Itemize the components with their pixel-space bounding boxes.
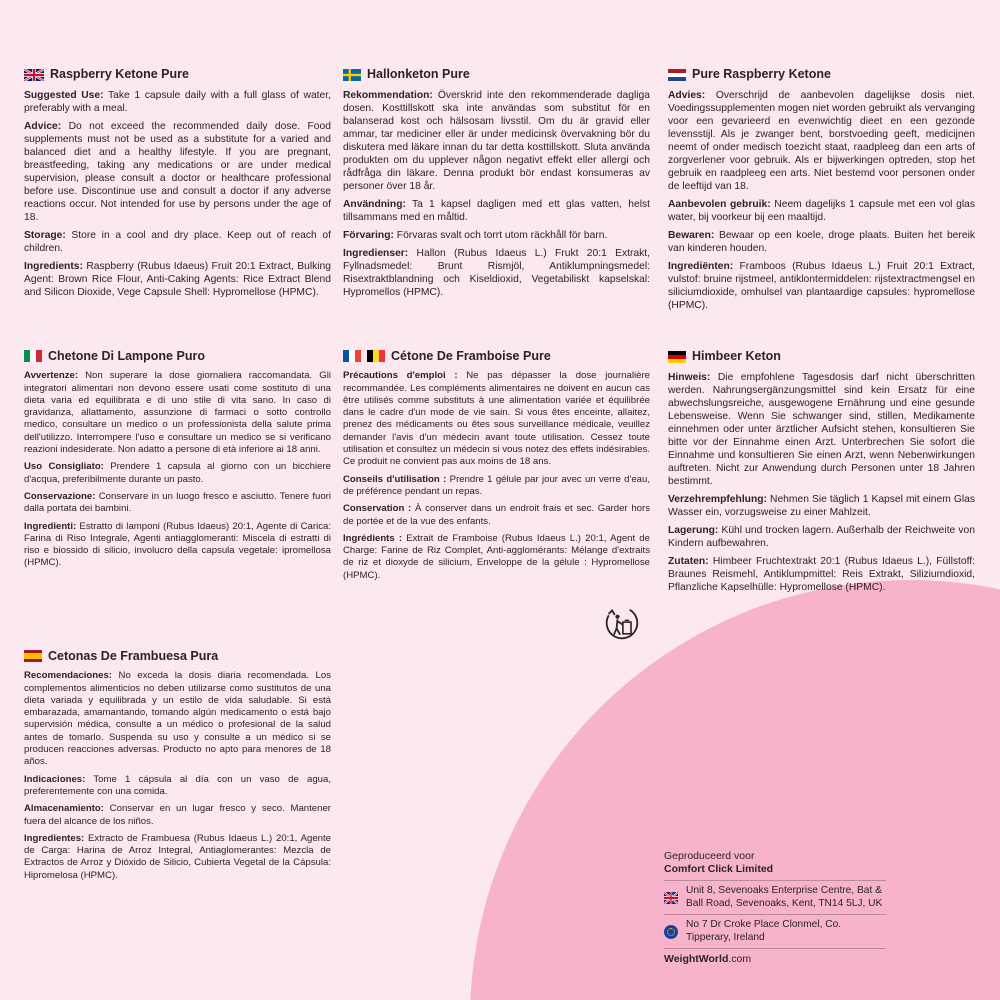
italy-flag-icon bbox=[24, 350, 42, 362]
section-dutch-header bbox=[668, 68, 975, 81]
section-german bbox=[668, 350, 975, 599]
ingredients: Ingrediënten: Framboos (Rubus Idaeus L.) Fruit 20:1 Extract, vulstof: bruine rijstmeel, antiklontermiddelen: rijstextractmengsel en siliciumdioxide, omhulsel van plantaardige capsules: hypromellose (HPMC). bbox=[668, 261, 975, 311]
advice: Advice: Do not exceed the recommended daily dose. Food supplements must not be used as a substitute for a varied and balanced diet and a healthy lifestyle. If you are pregnant, breastfeeding, taking any medications or are under medical supervision, please consult a doctor or healthcare professional before use. Discontinue use and consult a doctor if any adverse reactions occur. Not intended for use by persons under the age of 18. bbox=[24, 121, 331, 223]
section-title: Cétone De Framboise Pure bbox=[391, 349, 551, 363]
section-italian bbox=[24, 350, 331, 575]
triman-recycling-icon bbox=[604, 605, 640, 641]
ingredients: Ingredients: Raspberry (Rubus Idaeus) Fruit 20:1 Extract, Bulking Agent: Brown Rice Flour, Anti-Caking Agents: Rice Extract Blend and Silicon Dioxide, Vege Capsule Shell: Hypromellose (HPMC). bbox=[24, 261, 331, 298]
uk-address-row bbox=[664, 880, 886, 914]
ingredients: Ingredienser: Hallon (Rubus Idaeus L.) Frukt 20:1 Extrakt, Fyllnadsmedel: Brunt Rismjöl, Antiklumpningsmedel: Risextraktblandning och Kiseldioxid, Vegetabiliskt kapselskal: Hypromellos (HPMC). bbox=[343, 248, 650, 298]
manufacturer-info bbox=[664, 850, 886, 966]
ie-address: No 7 Dr Croke Place Clonmel, Co. Tipperary, Ireland bbox=[686, 919, 842, 943]
netherlands-flag-icon bbox=[668, 69, 686, 81]
spain-flag-icon bbox=[24, 650, 42, 662]
uk-flag-icon bbox=[24, 69, 44, 81]
uk-flag-icon bbox=[664, 892, 678, 904]
ingredients: Zutaten: Himbeer Fruchtextrakt 20:1 (Rubus Idaeus L.), Füllstoff: Braunes Reismehl, Antiklumpmittel: Reis Extrakt, Siliziumdioxid, Pflanzliche Kapselhülle: Hypromellose (HPMC). bbox=[668, 556, 975, 593]
storage: Bewaren: Bewaar op een koele, droge plaats. Buiten het bereik van kinderen houden. bbox=[668, 230, 975, 254]
storage: Almacenamiento: Conservar en un lugar fresco y seco. Mantener fuera del alcance de los niños. bbox=[24, 803, 331, 827]
uk-address: Unit 8, Sevenoaks Enterprise Centre, Bat & Ball Road, Sevenoaks, Kent, TN14 5LJ, UK bbox=[686, 885, 883, 909]
storage: Conservation : À conserver dans un endroit frais et sec. Garder hors de portée et de la vue des enfants. bbox=[343, 503, 651, 527]
section-italian-header bbox=[24, 350, 331, 362]
section-french bbox=[343, 350, 650, 587]
website[interactable]: WeightWorld.com bbox=[664, 948, 886, 966]
usage-advice: Conseils d'utilisation : Prendre 1 gélule par jour avec un verre d'eau, de préférence pendant un repas. bbox=[343, 473, 650, 497]
ingredients: Ingredientes: Extracto de Frambuesa (Rubus Idaeus L.) 20:1, Agente de Carga: Harina de Arroz Integral, Antiaglomerantes: Mezcla de Extractos de Arroz y Dióxido de Silicio, Cubierta Vegetal de la Cápsula: Hipromelosa (HPMC). bbox=[24, 832, 331, 881]
storage: Förvaring: Förvaras svalt och torrt utom räckhåll för barn. bbox=[343, 230, 608, 241]
consumption-recommendation: Verzehrempfehlung: Nehmen Sie täglich 1 Kapsel mit einem Glas Wasser ein, vorzugsweise zu einer Mahlzeit. bbox=[668, 494, 975, 518]
france-flag-icon bbox=[343, 350, 361, 362]
suggested-use: Suggested Use: Take 1 capsule daily with a full glass of water, preferably with a meal. bbox=[24, 90, 331, 114]
section-title: Pure Raspberry Ketone bbox=[692, 67, 831, 81]
section-french-header bbox=[343, 350, 650, 362]
ingredients: Ingrédients : Extrait de Framboise (Rubus Idaeus L.) 20:1, Agent de Charge: Farine de Riz Complet, Anti-agglomérants: Mélange d'extraits de riz et dioxyde de silicium, Enveloppe de la gélule : Hypromellose (HPMC). bbox=[343, 532, 650, 581]
recommendation: Rekommendation: Överskrid inte den rekommenderade dagliga dosen. Kosttillskott ska inte användas som substitut för en balanserad kost och hälsosam livsstil. Om du är gravid eller ammar, tar mediciner eller är under medicinsk övervakning bör du diskutera med läkare innan du tar detta kosttillskott. Sluta använda produkten om du upplever någon negativt effekt eller allergi och rådfråga din läkare. Denna produkt bör endast konsumeras av personer över 18 år. bbox=[343, 90, 650, 192]
usage: Användning: Ta 1 kapsel dagligen med ett glas vatten, helst tillsammans med en måltid. bbox=[343, 199, 650, 223]
storage: Storage: Store in a cool and dry place. Keep out of reach of children. bbox=[24, 230, 331, 254]
company-name: Comfort Click Limited bbox=[664, 863, 774, 875]
section-german-header bbox=[668, 350, 975, 363]
section-english bbox=[24, 68, 331, 304]
eu-flag-icon bbox=[664, 925, 678, 939]
recommendations: Recomendaciones: No exceda la dosis diaria recomendada. Los complementos alimenticios no deben utilizarse como sustitutos de una dieta variada y equilibrada y un estilo de vida saludable. Si está embarazada, amamantando, tomando algún medicamento o está bajo supervisión médica, consulte a un médico o profesional de la salud antes de tomarlo. Suspenda su uso y consulte a un médico si se producen reacciones adversas. Producto no apto para menores de 18 años. bbox=[24, 670, 331, 768]
ie-address-row bbox=[664, 914, 886, 948]
warnings: Avvertenze: Non superare la dose giornaliera raccomandata. Gli integratori alimentari non devono essere usati come sostituto di una dieta varia ed equilibrata e di uno stile di vita sano. In caso di gravidanza, allattamento, assunzione di farmaci o sotto controllo medico, consultare un medico o un professionista della salute prima dell'utilizzo. Interrompere l'uso e consultare un medico se si verificano reazioni indesiderate. Non adatto a persone di età inferiore ai 18 anni. bbox=[24, 370, 331, 456]
storage: Conservazione: Conservare in un luogo fresco e asciutto. Tenere fuori dalla portata dei bambini. bbox=[24, 490, 331, 515]
precautions: Précautions d'emploi : Ne pas dépasser la dose journalière recommandée. Les compléments alimentaires ne doivent en aucun cas être utilisés comme substituts à une alimentation variée et équilibrée dans le cadre d'un mode de vie sain. Si vous êtes enceinte, allaitez, prenez des médicaments ou êtes sous surveillance médicale, veuillez demander l'avis d'un médecin avant toute utilisation. Cessez toute utilisation et consultez un médecin si vous notez des effets indésirables. Ce produit ne convient pas aux moins de 18 ans. bbox=[343, 370, 650, 468]
storage: Lagerung: Kühl und trocken lagern. Außerhalb der Reichweite von Kindern aufbewahren. bbox=[668, 525, 975, 549]
recommended-use: Aanbevolen gebruik: Neem dagelijks 1 capsule met een vol glas water, bij voorkeur bij een maaltijd. bbox=[668, 199, 975, 223]
section-swedish-header bbox=[343, 68, 650, 81]
germany-flag-icon bbox=[668, 351, 686, 363]
advice: Advies: Overschrijd de aanbevolen dagelijkse dosis niet. Voedingssupplementen mogen niet worden gebruikt als vervanging voor een gevarieerd en evenwichtig dieet en een gezonde levensstijl. Als je zwanger bent, borstvoeding geeft, medicijnen neemt of onder medisch toezicht staat, raadpleeg dan een arts of zorgverlener voor gebruik. Als er bijwerkingen optreden, stop het gebruik en raadpleeg een arts. Niet bestemd voor personen onder de leeftijd van 18. bbox=[668, 90, 975, 192]
section-title: Cetonas De Frambuesa Pura bbox=[48, 649, 219, 663]
produced-for-label: Geproduceerd voor bbox=[664, 850, 755, 862]
sweden-flag-icon bbox=[343, 69, 361, 81]
note: Hinweis: Die empfohlene Tagesdosis darf nicht überschritten werden. Nahrungsergänzungsmittel sind kein Ersatz für eine abwechslungsreiche, ausgewogene Ernährung und eine gesunde Lebensweise. Wenn Sie schwanger sind, stillen, Medikamente einnehmen oder unter ärztlicher Aufsicht stehen, konsultieren Sie bitte vor der Einnahme einen Arzt. Unterbrechen Sie sofort die Einnahme und konsultieren Sie einen Arzt, wenn Nebenwirkungen auftreten. Nicht zur Anwendung durch Personen unter 18 Jahren bestimmt. bbox=[668, 372, 975, 487]
section-title: Chetone Di Lampone Puro bbox=[48, 349, 205, 363]
section-spanish bbox=[24, 650, 331, 887]
section-title: Raspberry Ketone Pure bbox=[50, 67, 189, 81]
ingredients: Ingredienti: Estratto di lamponi (Rubus Idaeus) 20:1, Agente di Carica: Farina di Riso Integrale, Agenti antiagglomeranti: Miscela di estratti di riso e biossido di silicio, involucro della capsula vegetale: ipromellosa (HPMC). bbox=[24, 520, 331, 569]
indications: Indicaciones: Tome 1 cápsula al día con un vaso de agua, preferentemente con una comida. bbox=[24, 773, 331, 797]
recommended-use: Uso Consigliato: Prendere 1 capsula al giorno con un bicchiere d'acqua, preferibilmente durante un pasto. bbox=[24, 461, 331, 485]
section-swedish bbox=[343, 68, 650, 304]
section-english-header bbox=[24, 68, 331, 81]
section-title: Himbeer Keton bbox=[692, 349, 781, 363]
section-title: Hallonketon Pure bbox=[367, 67, 470, 81]
belgium-flag-icon bbox=[367, 350, 385, 362]
section-spanish-header bbox=[24, 650, 331, 662]
section-dutch bbox=[668, 68, 975, 317]
